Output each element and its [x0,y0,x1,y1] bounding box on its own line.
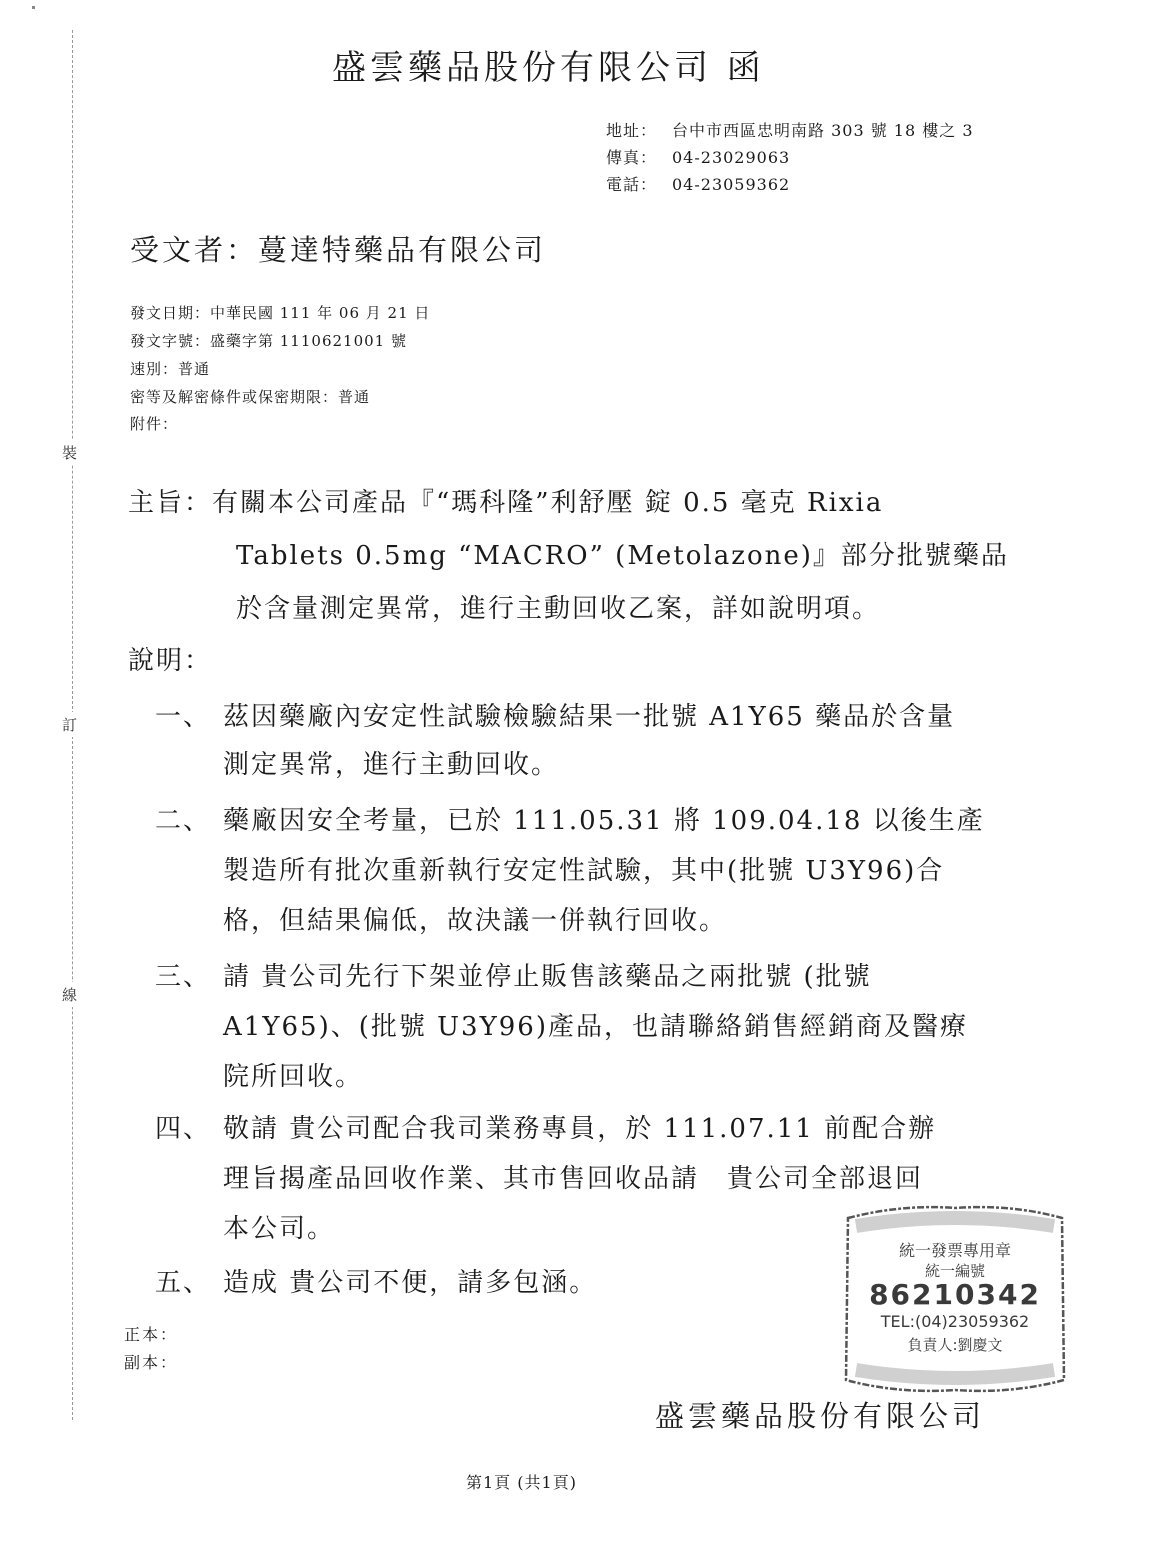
explanation-heading: 說明： [128,646,213,676]
phone-row [606,172,790,195]
fax-value: 04-23029063 [672,148,791,167]
scan-speck [32,6,35,9]
binding-char-xian: 線 [62,982,77,1007]
item-4-line-1: 敬請 貴公司配合我司業務專員，於 111.07.11 前配合辦 [223,1114,937,1144]
item-4-line-3: 本公司。 [223,1214,336,1244]
recipient: 受文者：蔓達特藥品有限公司 [130,233,547,267]
seal-line-1: 統一發票專用章 [898,1241,1011,1260]
item-4-line-2: 理旨揭產品回收作業、其市售回收品請 貴公司全部退回 [223,1164,924,1194]
subject-line-2: Tablets 0.5mg “MACRO” (Metolazone)』部分批號藥品 [236,541,1009,571]
item-3-line-2: A1Y65)、(批號 U3Y96)產品，也請聯絡銷售經銷商及醫療 [223,1012,968,1042]
attachment: 附件： [130,415,179,433]
address-value: 台中市西區忠明南路 303 號 18 樓之 3 [672,121,974,140]
secrecy-class: 密等及解密條件或保密期限：普通 [130,388,371,406]
binding-char-ding: 訂 [62,712,77,737]
subject-line-1: 主旨：有關本公司產品『“瑪科隆”利舒壓 錠 0.5 毫克 Rixia [128,488,884,518]
speed-class: 速別：普通 [130,360,211,378]
item-number: 一、 [155,702,212,732]
original-recipient: 正本： [124,1325,179,1344]
reference-number: 發文字號：盛藥字第 1110621001 號 [130,332,407,350]
item-2-line-1: 藥廠因安全考量，已於 111.05.31 將 109.04.18 以後生產 [223,806,985,836]
address-label: 地址： [606,121,658,140]
seal-line-2: 統一編號 [924,1262,985,1280]
copy-recipient: 副本： [124,1353,179,1372]
phone-value: 04-23059362 [672,175,791,194]
address-row [606,118,974,141]
fax-label: 傳真： [606,148,658,167]
item-5-line-1: 造成 貴公司不便，請多包涵。 [223,1268,598,1298]
binding-char-zhuang: 裝 [62,440,77,465]
phone-label: 電話： [606,175,658,194]
item-2-line-2: 製造所有批次重新執行安定性試驗，其中(批號 U3Y96)合 [223,856,945,886]
subject-line-3: 於含量測定異常，進行主動回收乙案，詳如說明項。 [236,594,881,624]
company-seal [842,1200,1068,1396]
seal-person: 負責人:劉慶文 [907,1336,1003,1354]
letter-title: 盛雲藥品股份有限公司 函 [332,48,765,88]
item-1-line-1: 茲因藥廠內安定性試驗檢驗結果一批號 A1Y65 藥品於含量 [223,702,956,732]
sender-signature: 盛雲藥品股份有限公司 [655,1399,986,1433]
issue-date: 發文日期：中華民國 111 年 06 月 21 日 [130,304,431,322]
seal-number: 86210342 [869,1278,1041,1311]
fax-row [606,145,790,168]
item-1-line-2: 測定異常，進行主動回收。 [223,750,560,780]
item-number: 四、 [155,1114,212,1144]
page-number: 第1頁 (共1頁) [466,1473,577,1492]
item-3-line-3: 院所回收。 [223,1062,364,1092]
seal-tel: TEL:(04)23059362 [880,1312,1030,1331]
item-number: 二、 [155,806,212,836]
item-number: 五、 [155,1268,212,1298]
item-3-line-1: 請 貴公司先行下架並停止販售該藥品之兩批號 (批號 [223,962,872,992]
item-2-line-3: 格，但結果偏低，故決議一併執行回收。 [223,906,728,936]
item-number: 三、 [155,962,212,992]
